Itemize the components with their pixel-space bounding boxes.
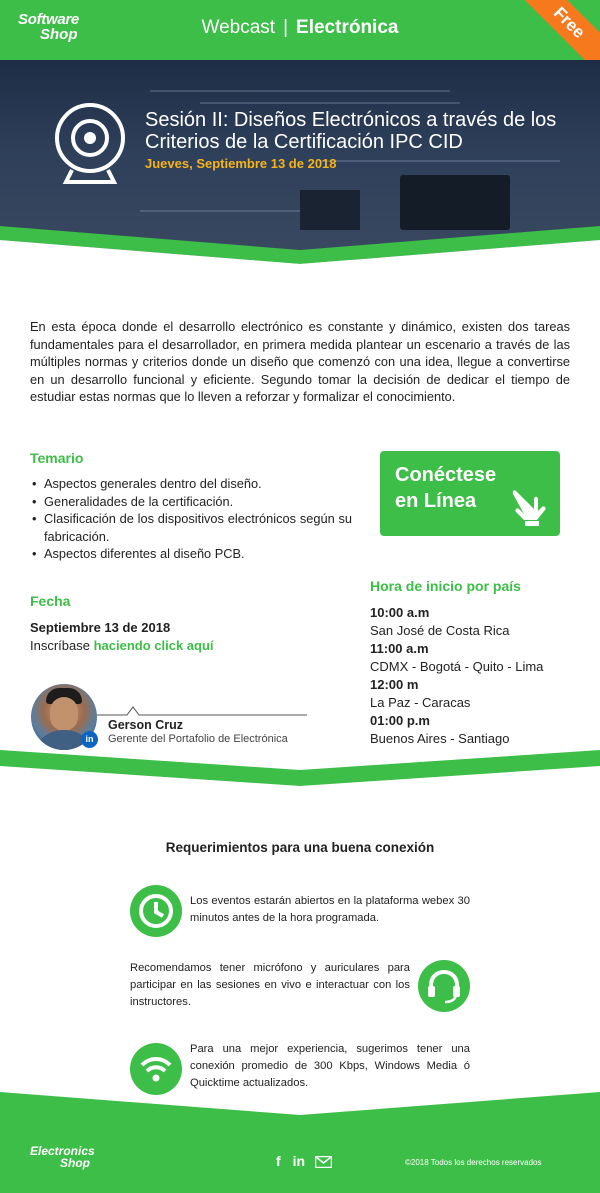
register-prefix: Inscríbase	[30, 638, 90, 653]
circuit-trace	[140, 210, 300, 212]
green-band-divider	[0, 750, 600, 810]
hand-pointer-icon	[510, 485, 550, 527]
temario-list	[32, 475, 352, 563]
session-title: Sesión II: Diseños Electrónicos a través de los Criterios de la Certificación IPC CID	[145, 109, 557, 153]
circuit-trace	[150, 90, 450, 92]
footer-bar	[0, 1090, 600, 1193]
logo-line1: Software	[18, 11, 79, 28]
webcam-icon	[52, 100, 128, 186]
facebook-icon[interactable]: f	[276, 1153, 281, 1169]
register-link[interactable]: haciendo click aquí	[93, 638, 214, 653]
list-item: • Generalidades de la certificación.	[32, 493, 352, 511]
requirement-text: Los eventos estarán abiertos en la plataforma webex 30 minutos antes de la hora programada.	[190, 895, 470, 924]
slot-time: 01:00 p.m	[370, 713, 430, 728]
connect-online-button[interactable]	[380, 451, 560, 536]
speaker-callout-line	[97, 703, 307, 717]
copyright-text: ©2018 Todos los derechos reservados	[405, 1158, 542, 1167]
start-times	[370, 604, 543, 748]
list-item: • Clasificación de los dispositivos electrónicos según su fabricación.	[32, 510, 352, 545]
header-separator: |	[283, 17, 289, 38]
email-icon[interactable]	[315, 1156, 332, 1168]
list-item: • Aspectos diferentes al diseño PCB.	[32, 545, 352, 563]
speaker-name: Gerson Cruz	[108, 718, 184, 732]
header-title-category: Electrónica	[296, 17, 399, 38]
electronics-shop-logo[interactable]	[30, 1145, 95, 1169]
free-badge: Free	[512, 0, 600, 60]
green-band-divider	[0, 222, 600, 282]
cta-line2: en Línea	[395, 490, 477, 512]
logo-line2: Shop	[40, 26, 78, 43]
headset-icon	[418, 960, 470, 1012]
list-item: • Aspectos generales dentro del diseño.	[32, 475, 352, 493]
slot-places: San José de Costa Rica	[370, 623, 510, 638]
slot-time: 12:00 m	[370, 677, 419, 692]
linkedin-icon[interactable]: in	[81, 731, 98, 748]
slot-places: Buenos Aires - Santiago	[370, 731, 510, 746]
header-bar	[0, 0, 600, 60]
session-date: Jueves, Septiembre 13 de 2018	[145, 156, 337, 171]
register-line	[30, 638, 214, 653]
requirement-text: Recomendamos tener micrófono y auriculares para participar en las sesiones en vivo e interactuar con los instructores.	[130, 962, 410, 1008]
event-date: Septiembre 13 de 2018	[30, 620, 171, 635]
fecha-heading: Fecha	[30, 593, 71, 609]
slot-time: 10:00 a.m	[370, 605, 430, 620]
intro-paragraph: En esta época donde el desarrollo electrónico es constante y dinámico, existen dos tareas fundamentales para el desarrollador, en primera medida plantear un escenario a través de las múltiples normas y criterios donde un diseño que comenzó con una idea, llegue a convertirse en un desarrollo funcional y eficiente. Segundo tomar la decisión de dedicar el tiempo de estudiar estas normas que lo lleven a reforzar y formalizar el conocimiento.	[30, 319, 570, 404]
social-links	[276, 1153, 336, 1171]
foot-logo-line2: Shop	[60, 1156, 90, 1170]
hours-heading: Hora de inicio por país	[370, 578, 521, 594]
slot-places: CDMX - Bogotá - Quito - Lima	[370, 659, 544, 674]
circuit-trace	[320, 160, 560, 162]
circuit-trace	[200, 102, 460, 104]
requirement-text: Para una mejor experiencia, sugerimos tener una conexión promedio de 300 Kbps, Windows Media ó Quicktime actualizados.	[190, 1043, 470, 1089]
header-title	[0, 17, 600, 39]
requirements-title: Requerimientos para una buena conexión	[165, 840, 435, 855]
cta-line1: Conéctese	[395, 464, 497, 486]
foot-logo-line1: Electronics	[30, 1144, 95, 1158]
speaker-role: Gerente del Portafolio de Electrónica	[108, 733, 288, 745]
temario-heading: Temario	[30, 450, 84, 466]
slot-places: La Paz - Caracas	[370, 695, 471, 710]
clock-icon	[130, 885, 182, 937]
header-title-webcast: Webcast	[201, 17, 276, 38]
slot-time: 11:00 a.m	[370, 641, 429, 656]
linkedin-icon[interactable]: in	[292, 1153, 306, 1169]
wifi-icon	[130, 1043, 182, 1095]
